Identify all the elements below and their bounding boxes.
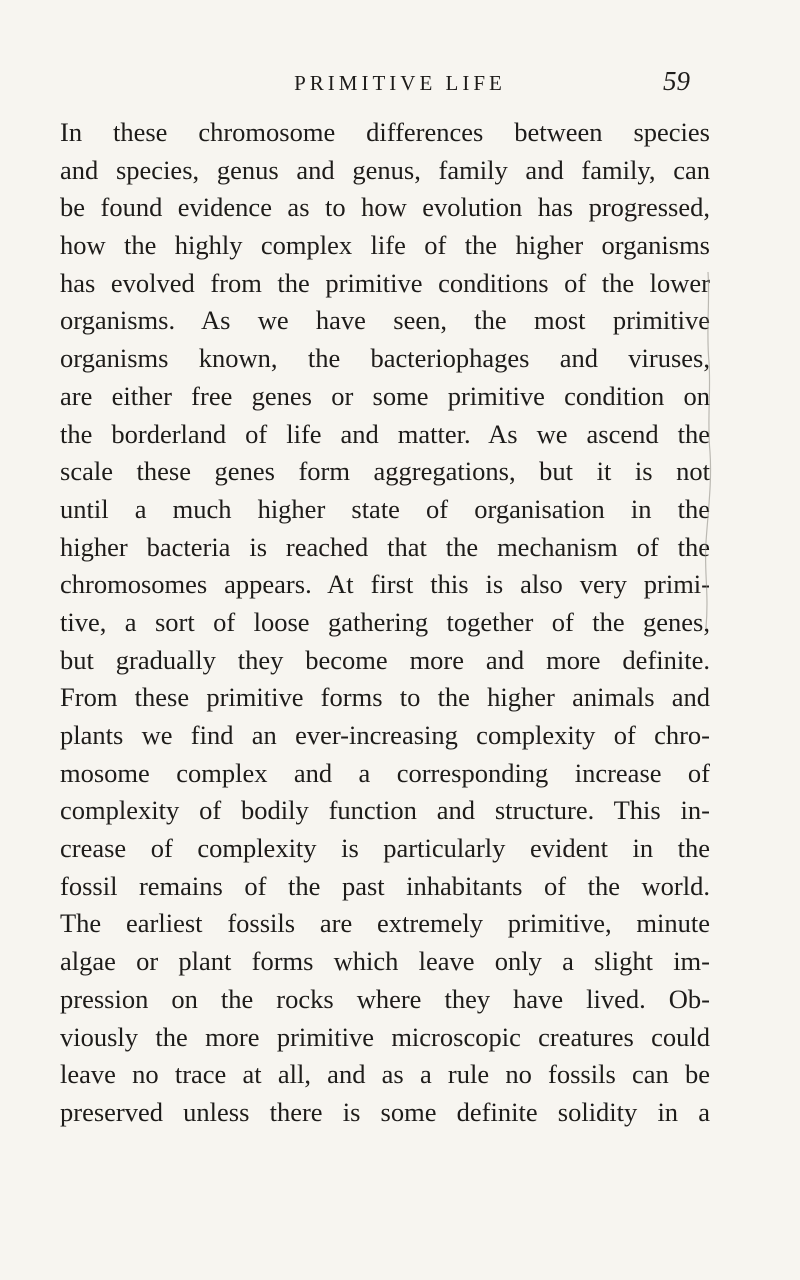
- text-line: tive, a sort of loose gathering together of the genes,: [60, 606, 710, 637]
- text-line: crease of complexity is particularly evident in the: [60, 833, 710, 864]
- running-title: PRIMITIVE LIFE: [294, 71, 506, 95]
- text-line: plants we find an ever-increasing complexity of chro-: [60, 720, 710, 750]
- text-line: fossil remains of the past inhabitants of the world.: [60, 870, 710, 901]
- text-line: mosome complex and a corresponding increase of: [60, 757, 710, 788]
- text-line: chromosomes appears. At first this is also very primi-: [60, 569, 710, 600]
- text-line: organisms. As we have seen, the most primitive: [60, 305, 710, 336]
- text-line: scale these genes form aggregations, but it is not: [60, 456, 710, 487]
- page-number: 59: [663, 66, 690, 96]
- text-line: complexity of bodily function and structure. This in-: [60, 795, 710, 826]
- text-line: the borderland of life and matter. As we ascend the: [60, 418, 710, 449]
- text-line: has evolved from the primitive conditions of the lower: [60, 267, 710, 298]
- text-line: and species, genus and genus, family and family, can: [60, 154, 710, 185]
- text-line: preserved unless there is some definite solidity in a: [60, 1096, 710, 1127]
- text-line: From these primitive forms to the higher animals and: [60, 682, 710, 713]
- text-line: viously the more primitive microscopic creatures could: [60, 1021, 710, 1052]
- text-line: leave no trace at all, and as a rule no fossils can be: [60, 1059, 710, 1090]
- text-line: be found evidence as to how evolution has progressed,: [60, 192, 710, 223]
- text-line: organisms known, the bacteriophages and viruses,: [60, 343, 710, 374]
- running-head: [0, 68, 800, 98]
- text-line: The earliest fossils are extremely primitive, minute: [60, 908, 710, 939]
- body-paragraph: [60, 114, 710, 1132]
- text-line: pression on the rocks where they have lived. Ob-: [60, 983, 710, 1014]
- text-line: higher bacteria is reached that the mechanism of the: [60, 531, 710, 562]
- text-line: how the highly complex life of the higher organisms: [60, 230, 710, 261]
- text-line: In these chromosome differences between species: [60, 117, 710, 147]
- text-line: until a much higher state of organisation in the: [60, 493, 710, 524]
- text-line: but gradually they become more and more definite.: [60, 644, 710, 675]
- text-line: are either free genes or some primitive condition on: [60, 380, 710, 411]
- text-line: algae or plant forms which leave only a slight im-: [60, 946, 710, 977]
